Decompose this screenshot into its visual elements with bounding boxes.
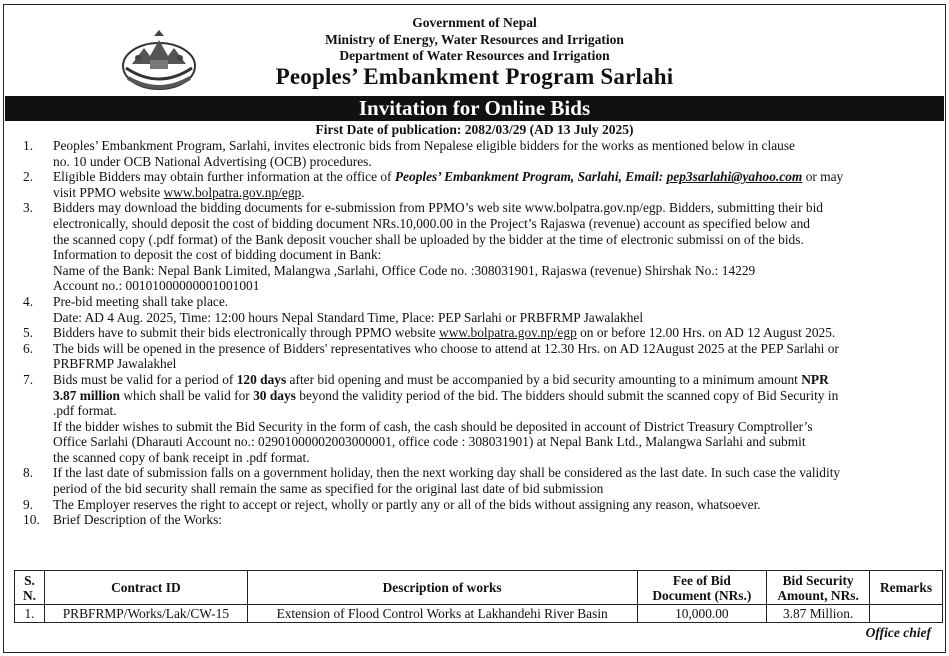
col-header-sn: S. N. [15, 571, 45, 605]
clause-text: The bids will be opened in the presence of Bidders' representatives who choose to attend at 12.30 Hrs. on AD 12August 2025 at the PEP Sarlahi or [53, 340, 839, 356]
col-header-remarks: Remarks [870, 571, 943, 605]
table-header-row [15, 571, 943, 605]
clause-text: Bids must be valid for a period of [53, 371, 237, 387]
clause-6 [0, 341, 949, 372]
clause-text: which shall be valid for [119, 387, 254, 403]
clause-number: 3. [23, 200, 34, 216]
notice-banner: Invitation for Online Bids [5, 96, 944, 121]
clause-text: Brief Description of the Works: [53, 512, 222, 528]
clause-3 [0, 200, 949, 294]
prebid-meeting-details: Date: AD 4 Aug. 2025, Time: 12:00 hours Nepal Standard Time, Place: PEP Sarlahi or PRBFRMP Jawalakhel [53, 309, 644, 325]
clause-text: Peoples’ Embankment Program, Sarlahi, invites electronic bids from Nepalese eligible bidders for the works as mentioned below in clause [53, 138, 795, 153]
clause-text: Eligible Bidders may obtain further information at the office of [53, 169, 395, 185]
signature-office-chief: Office chief [865, 625, 931, 640]
clause-text: Bidders may download the bidding documents for e-submission from PPMO’s web site www.bolpatra.gov.np/egp. Bidders, submitting their bid [53, 200, 824, 216]
clause-text: after bid opening and must be accompanied by a bid security amounting to a minimum amount [286, 371, 802, 387]
clause-10 [0, 512, 949, 528]
col-header-fee: Fee of Bid Document (NRs.) [637, 571, 767, 605]
col-header-description: Description of works [247, 571, 637, 605]
clause-1 [0, 138, 949, 169]
clause-text: The Employer reserves the right to accept or reject, wholly or partly any or all of the bids without assigning any reason, whatsoever. [53, 496, 761, 512]
currency-label: NPR [801, 371, 829, 387]
works-table [14, 570, 943, 623]
clause-9 [0, 497, 949, 513]
clause-text: . [301, 184, 305, 200]
clause-text: If the last date of submission falls on a government holiday, then the next working day shall be considered as the last date. In such case the validity [53, 465, 841, 481]
clause-text: no. 10 under OCB National Advertising (OCB) procedures. [53, 153, 372, 169]
clause-text: or may [802, 169, 844, 185]
clause-list [0, 138, 949, 528]
clause-7 [0, 372, 949, 466]
security-amount: 3.87 million [53, 387, 120, 403]
ministry-title: Ministry of Energy, Water Resources and Irrigation [325, 32, 624, 47]
clause-text: on or before 12.00 Hrs. on AD 12 August 2025. [576, 325, 836, 341]
clause-text: Office Sarlahi (Dharauti Account no.: 02901000002003000001, office code : 308031901) at Nepal Bank Ltd., Malangwa Sarlahi and submit [53, 434, 806, 450]
security-validity-days: 30 days [253, 387, 296, 403]
office-name: Peoples’ Embankment Program, Sarlahi, Email: [394, 169, 664, 185]
clause-number: 8. [23, 465, 34, 481]
cell-description: Extension of Flood Control Works at Lakhandehi River Basin [247, 605, 637, 623]
clause-text: period of the bid security shall remain the same as specified for the original last date of bid submission [53, 481, 604, 497]
account-number: Account no.: 00101000000001001001 [53, 278, 260, 294]
email-link[interactable]: pep3sarlahi@yahoo.com [666, 169, 803, 185]
clause-text: electronically, should deposit the cost of bidding document NRs.10,000.00 in the Project’s Rajaswa (revenue) account as specified below and [53, 215, 810, 231]
clause-number: 7. [23, 371, 34, 387]
clause-text: If the bidder wishes to submit the Bid Security in the form of cash, the cash should be deposited in account of District Treasury Comptroller’s [53, 418, 813, 434]
clause-text: PRBFRMP Jawalakhel [53, 356, 177, 372]
bank-details: Name of the Bank: Nepal Bank Limited, Malangwa ,Sarlahi, Office Code no. :308031901, Rajaswa (revenue) Shirshak No.: 14229 [53, 262, 756, 278]
clause-5 [0, 325, 949, 341]
department-title: Department of Water Resources and Irrigation [339, 48, 610, 63]
clause-number: 9. [23, 496, 34, 512]
cell-bid-security: 3.87 Million. [767, 605, 870, 623]
ppmo-website-link[interactable]: www.bolpatra.gov.np/egp [439, 325, 577, 341]
program-title: Peoples’ Embankment Program Sarlahi [275, 64, 674, 89]
clause-text: the scanned copy (.pdf format) of the Bank deposit voucher shall be uploaded by the bidder at the time of electronic submissi on of the bids. [53, 231, 804, 247]
clause-text: beyond the validity period of the bid. The bidders should submit the scanned copy of Bid Security in [295, 387, 839, 403]
ppmo-website-link[interactable]: www.bolpatra.gov.np/egp [163, 184, 302, 200]
clause-number: 6. [23, 340, 34, 356]
validity-days: 120 days [236, 371, 287, 387]
clause-text: visit PPMO website [53, 184, 164, 200]
government-title: Government of Nepal [412, 15, 537, 30]
col-header-bid-security: Bid Security Amount, NRs. [767, 571, 870, 605]
clause-text: Bidders have to submit their bids electronically through PPMO website [53, 325, 440, 341]
cell-remarks [870, 605, 943, 623]
clause-number: 10. [23, 512, 40, 528]
clause-2 [0, 169, 949, 200]
clause-number: 5. [23, 325, 34, 341]
clause-text: Pre-bid meeting shall take place. [53, 293, 229, 309]
clause-text: .pdf format. [53, 403, 117, 419]
publication-date: First Date of publication: 2082/03/29 (AD 13 July 2025) [315, 122, 634, 137]
clause-4 [0, 294, 949, 325]
cell-contract-id: PRBFRMP/Works/Lak/CW-15 [44, 605, 247, 623]
clause-number: 1. [23, 138, 34, 153]
table-row [15, 605, 943, 623]
clause-text: Information to deposit the cost of bidding document in Bank: [53, 247, 382, 263]
col-header-contract-id: Contract ID [44, 571, 247, 605]
clause-number: 4. [23, 293, 34, 309]
clause-text: the scanned copy of bank receipt in .pdf format. [53, 449, 310, 465]
cell-fee: 10,000.00 [637, 605, 767, 623]
cell-sn: 1. [15, 605, 45, 623]
clause-number: 2. [23, 169, 34, 185]
clause-8 [0, 465, 949, 496]
